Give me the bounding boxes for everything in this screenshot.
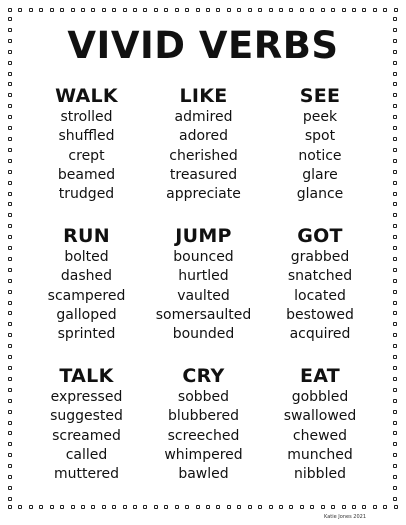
verb-group-cry: [145, 364, 262, 504]
border-dot: [393, 257, 397, 261]
border-dot: [8, 475, 12, 479]
border-dot: [8, 366, 12, 370]
verb-group-see: [262, 84, 378, 224]
border-dot: [112, 8, 116, 12]
verb-word: gobbled: [291, 389, 349, 405]
border-dot: [393, 388, 397, 392]
group-heading: SEE: [299, 85, 341, 107]
border-dot: [393, 301, 397, 305]
border-dot: [8, 279, 12, 283]
border-dot: [393, 115, 397, 119]
group-heading: RUN: [63, 225, 110, 247]
border-dot: [8, 505, 12, 509]
verb-word: somersaulted: [155, 306, 252, 323]
border-dot: [393, 235, 397, 239]
border-dot: [8, 388, 12, 392]
verb-word: munched: [287, 446, 353, 463]
border-dot: [60, 505, 64, 509]
border-dot: [289, 8, 293, 12]
border-dot: [394, 8, 398, 12]
group-heading: EAT: [299, 365, 341, 387]
border-dot: [362, 8, 366, 12]
border-dot: [206, 505, 210, 509]
border-dot: [393, 399, 397, 403]
border-dot: [8, 17, 12, 21]
border-dot: [8, 224, 12, 228]
border-dot: [331, 8, 335, 12]
border-dot: [8, 235, 12, 239]
verb-group-talk: [28, 364, 145, 504]
border-dot: [206, 8, 210, 12]
border-dot: [8, 104, 12, 108]
border-dot: [321, 505, 325, 509]
border-right: [393, 17, 398, 501]
border-dot: [393, 322, 397, 326]
verb-word: strolled: [60, 109, 113, 125]
border-dot: [8, 93, 12, 97]
border-dot: [8, 126, 12, 130]
border-dot: [393, 355, 397, 359]
border-dot: [143, 505, 147, 509]
verb-word: snatched: [287, 268, 353, 285]
border-dot: [175, 505, 179, 509]
border-dot: [300, 8, 304, 12]
border-dot: [310, 8, 314, 12]
border-dot: [321, 8, 325, 12]
border-dot: [18, 505, 22, 509]
verb-word: peek: [302, 109, 338, 125]
verb-word: bestowed: [286, 306, 354, 323]
border-dot: [29, 8, 33, 12]
border-dot: [393, 497, 397, 501]
border-dot: [196, 505, 200, 509]
border-dot: [91, 505, 95, 509]
border-dot: [39, 8, 43, 12]
border-top: [8, 8, 398, 13]
border-dot: [8, 333, 12, 337]
border-dot: [164, 505, 168, 509]
verb-word: located: [294, 287, 346, 304]
border-dot: [393, 159, 397, 163]
border-dot: [394, 505, 398, 509]
border-dot: [8, 322, 12, 326]
border-dot: [133, 505, 137, 509]
border-dot: [393, 224, 397, 228]
verb-word: bounced: [173, 249, 234, 265]
border-dot: [258, 505, 262, 509]
border-dot: [8, 148, 12, 152]
border-dot: [393, 82, 397, 86]
border-dot: [227, 8, 231, 12]
border-dot: [310, 505, 314, 509]
verb-word: glare: [302, 166, 338, 183]
verb-word: cherished: [169, 147, 238, 164]
verb-word: bawled: [178, 466, 229, 483]
border-dot: [393, 181, 397, 185]
verb-word: bounded: [172, 326, 235, 343]
border-dot: [102, 505, 106, 509]
border-dot: [383, 8, 387, 12]
verb-word: nibbled: [294, 466, 346, 483]
border-dot: [143, 8, 147, 12]
border-dot: [71, 8, 75, 12]
verb-word: crept: [68, 147, 105, 164]
border-dot: [393, 246, 397, 250]
border-dot: [8, 159, 12, 163]
border-dot: [352, 8, 356, 12]
border-dot: [8, 257, 12, 261]
group-heading: WALK: [55, 85, 118, 107]
border-dot: [8, 202, 12, 206]
border-dot: [258, 8, 262, 12]
group-heading: CRY: [182, 365, 225, 387]
border-dot: [393, 344, 397, 348]
border-dot: [393, 93, 397, 97]
border-dot: [175, 8, 179, 12]
border-dot: [8, 464, 12, 468]
border-dot: [342, 505, 346, 509]
border-dot: [39, 505, 43, 509]
page-title: VIVID VERBS: [67, 24, 339, 67]
verb-word: spot: [304, 128, 336, 145]
border-dot: [393, 213, 397, 217]
border-dot: [393, 72, 397, 76]
border-dot: [8, 453, 12, 457]
verb-word: suggested: [50, 408, 123, 425]
border-dot: [269, 505, 273, 509]
border-dot: [8, 486, 12, 490]
border-dot: [248, 505, 252, 509]
border-dot: [393, 104, 397, 108]
border-dot: [8, 82, 12, 86]
border-dot: [8, 410, 12, 414]
border-dot: [8, 192, 12, 196]
border-dot: [50, 8, 54, 12]
verb-word: bolted: [64, 249, 109, 265]
verb-word: scampered: [47, 287, 126, 304]
border-dot: [393, 137, 397, 141]
border-dot: [8, 181, 12, 185]
border-dot: [123, 8, 127, 12]
border-bottom: [8, 505, 398, 510]
verb-group-run: [28, 224, 145, 364]
border-dot: [289, 505, 293, 509]
verb-group-eat: [262, 364, 378, 504]
verb-word: muttered: [53, 466, 120, 483]
verb-group-jump: [145, 224, 262, 364]
verb-word: hurtled: [178, 268, 229, 285]
border-dot: [8, 421, 12, 425]
border-dot: [18, 8, 22, 12]
border-dot: [393, 475, 397, 479]
border-dot: [8, 8, 12, 12]
border-dot: [393, 126, 397, 130]
verb-word: glance: [296, 186, 344, 203]
border-dot: [393, 366, 397, 370]
border-dot: [352, 505, 356, 509]
border-dot: [393, 17, 397, 21]
border-dot: [383, 505, 387, 509]
verb-word: notice: [298, 147, 342, 164]
verb-word: sprinted: [57, 326, 116, 343]
border-dot: [393, 202, 397, 206]
border-dot: [133, 8, 137, 12]
border-dot: [393, 410, 397, 414]
verb-word: expressed: [50, 389, 123, 405]
border-dot: [216, 8, 220, 12]
border-dot: [362, 505, 366, 509]
border-dot: [393, 268, 397, 272]
border-dot: [8, 497, 12, 501]
border-dot: [300, 505, 304, 509]
border-dot: [331, 505, 335, 509]
verb-word: admired: [174, 109, 233, 125]
border-dot: [393, 421, 397, 425]
border-dot: [8, 344, 12, 348]
verb-word: whimpered: [164, 446, 243, 463]
border-dot: [112, 505, 116, 509]
verb-word: trudged: [58, 186, 115, 203]
group-heading: LIKE: [179, 85, 228, 107]
verb-word: swallowed: [283, 408, 357, 425]
verb-grid: [28, 84, 378, 504]
verb-word: shuffled: [58, 128, 115, 145]
border-dot: [91, 8, 95, 12]
border-dot: [8, 246, 12, 250]
verb-word: blubbered: [168, 408, 239, 425]
border-dot: [393, 431, 397, 435]
verb-word: chewed: [292, 427, 348, 444]
verb-word: beamed: [57, 166, 116, 183]
border-dot: [123, 505, 127, 509]
verb-word: galloped: [56, 306, 117, 323]
border-dot: [8, 301, 12, 305]
verb-group-got: [262, 224, 378, 364]
border-dot: [393, 148, 397, 152]
verb-word: dashed: [60, 268, 113, 285]
border-dot: [8, 72, 12, 76]
border-dot: [50, 505, 54, 509]
border-dot: [8, 213, 12, 217]
border-dot: [8, 442, 12, 446]
border-dot: [8, 137, 12, 141]
border-dot: [216, 505, 220, 509]
border-dot: [8, 399, 12, 403]
border-dot: [393, 192, 397, 196]
group-heading: TALK: [59, 365, 114, 387]
border-dot: [8, 170, 12, 174]
verb-word: treasured: [169, 166, 238, 183]
border-dot: [29, 505, 33, 509]
border-dot: [373, 8, 377, 12]
border-dot: [279, 8, 283, 12]
group-heading: JUMP: [175, 225, 232, 247]
verb-group-walk: [28, 84, 145, 224]
verb-word: vaulted: [177, 287, 230, 304]
border-dot: [81, 505, 85, 509]
border-dot: [248, 8, 252, 12]
verb-word: grabbed: [290, 249, 350, 265]
border-dot: [237, 8, 241, 12]
border-dot: [373, 505, 377, 509]
border-dot: [8, 311, 12, 315]
border-dot: [8, 431, 12, 435]
border-dot: [81, 8, 85, 12]
border-dot: [154, 505, 158, 509]
verb-word: screamed: [52, 427, 121, 444]
border-dot: [8, 377, 12, 381]
border-dot: [8, 290, 12, 294]
verb-word: called: [65, 446, 108, 463]
verb-word: adored: [179, 128, 228, 145]
border-dot: [71, 505, 75, 509]
border-dot: [393, 290, 397, 294]
border-dot: [8, 268, 12, 272]
verb-word: appreciate: [166, 186, 241, 203]
border-left: [8, 17, 13, 501]
border-dot: [185, 505, 189, 509]
border-dot: [393, 170, 397, 174]
border-dot: [393, 333, 397, 337]
border-dot: [393, 442, 397, 446]
border-dot: [60, 8, 64, 12]
border-dot: [185, 8, 189, 12]
border-dot: [8, 355, 12, 359]
border-dot: [393, 311, 397, 315]
border-dot: [393, 377, 397, 381]
border-dot: [393, 279, 397, 283]
verb-word: sobbed: [177, 389, 230, 405]
border-dot: [393, 453, 397, 457]
border-dot: [154, 8, 158, 12]
group-heading: GOT: [297, 225, 343, 247]
border-dot: [269, 8, 273, 12]
border-dot: [164, 8, 168, 12]
credit-text: Katie Jones 2021: [324, 514, 366, 520]
verb-word: acquired: [289, 326, 351, 343]
border-dot: [393, 486, 397, 490]
border-dot: [342, 8, 346, 12]
border-dot: [196, 8, 200, 12]
border-dot: [237, 505, 241, 509]
border-dot: [8, 115, 12, 119]
border-dot: [393, 464, 397, 468]
border-dot: [102, 8, 106, 12]
border-dot: [227, 505, 231, 509]
verb-group-like: [145, 84, 262, 224]
border-dot: [279, 505, 283, 509]
verb-word: screeched: [167, 427, 240, 444]
